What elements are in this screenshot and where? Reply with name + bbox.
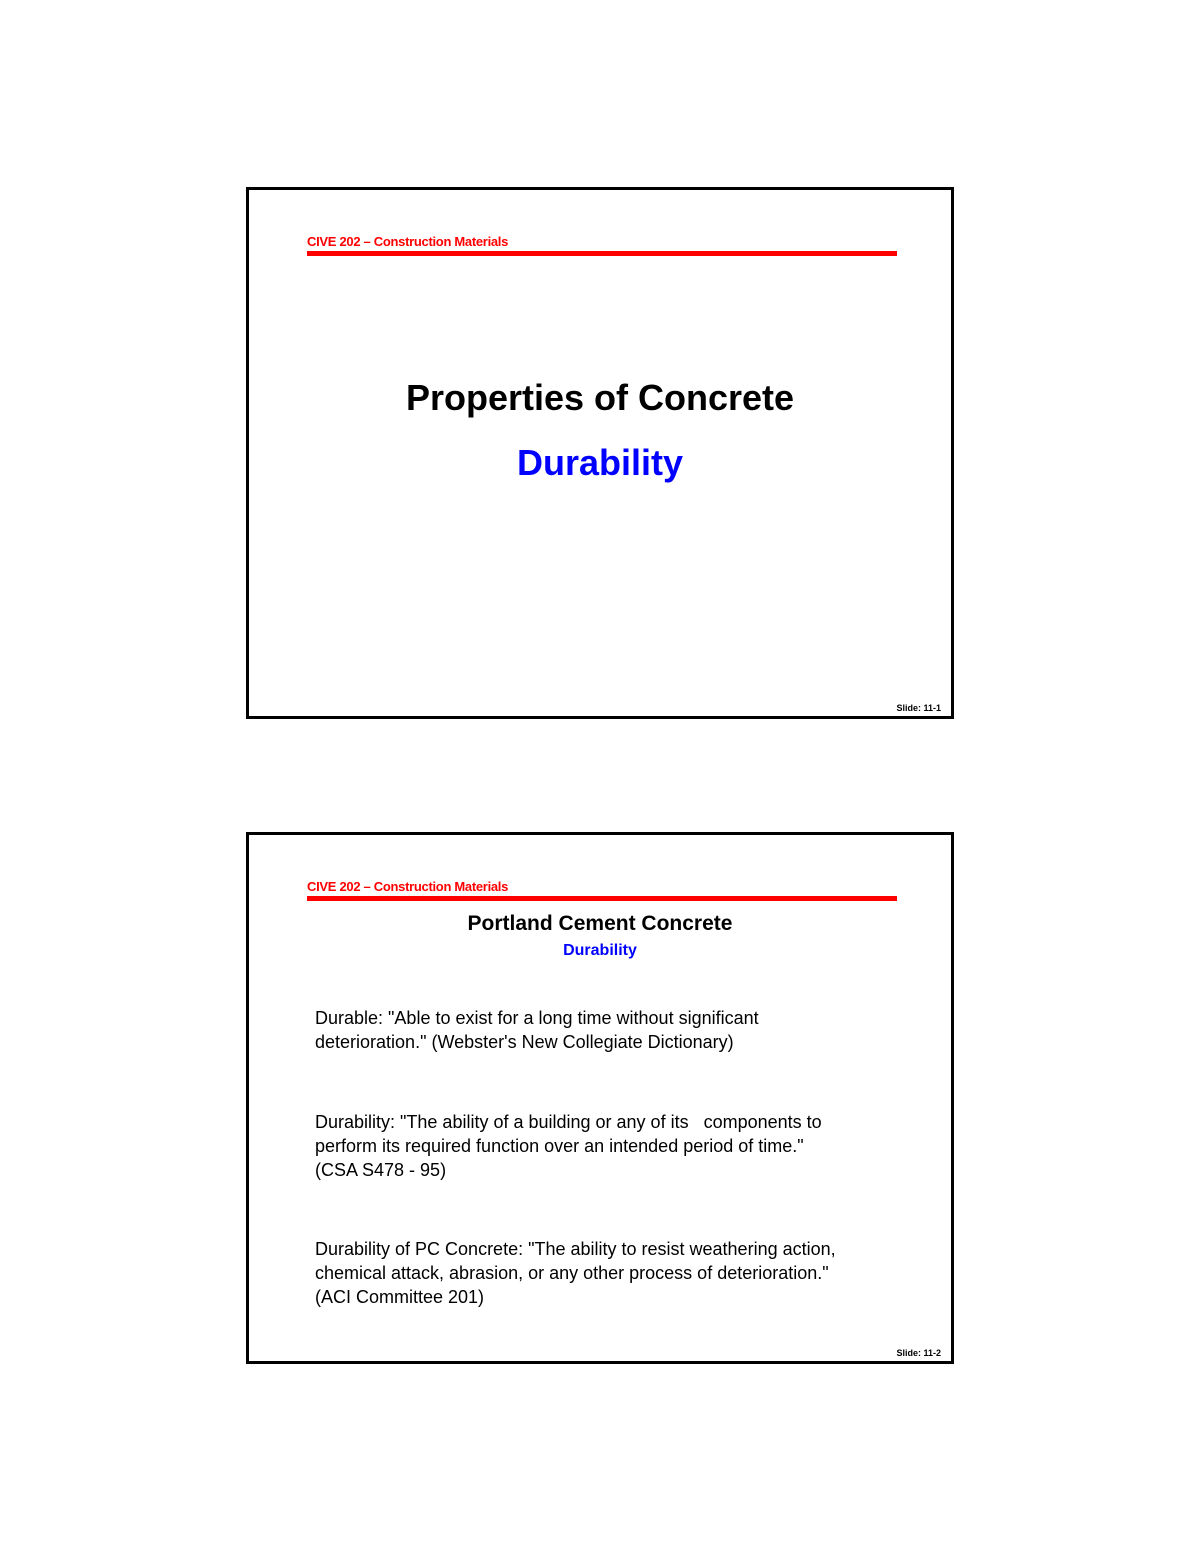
course-header: CIVE 202 – Construction Materials xyxy=(307,234,509,249)
definition-line: chemical attack, abrasion, or any other process of deterioration." xyxy=(315,1263,829,1283)
definition-line: Durability of PC Concrete: "The ability to resist weathering action, xyxy=(315,1239,836,1259)
slide-1 xyxy=(246,187,954,719)
definition-durability xyxy=(315,1110,915,1182)
definition-line: deterioration." (Webster's New Collegiate Dictionary) xyxy=(315,1032,734,1052)
slide-subtitle: Durability xyxy=(516,442,684,483)
slide-number: Slide: 11-1 xyxy=(896,703,941,713)
slide-title: Portland Cement Concrete xyxy=(467,912,733,935)
slide-number: Slide: 11-2 xyxy=(896,1348,941,1358)
course-header: CIVE 202 – Construction Materials xyxy=(307,879,509,894)
definition-line: (CSA S478 - 95) xyxy=(315,1160,447,1180)
definition-line: (ACI Committee 201) xyxy=(315,1287,485,1307)
definition-line: perform its required function over an intended period of time." xyxy=(315,1136,804,1156)
definition-line: Durability: "The ability of a building or any of its components to xyxy=(315,1112,822,1132)
header-rule xyxy=(307,251,897,256)
definition-line: Durable: "Able to exist for a long time without significant xyxy=(315,1008,759,1028)
definition-durable xyxy=(315,1006,915,1054)
definition-pc-concrete xyxy=(315,1237,915,1309)
slide-2 xyxy=(246,832,954,1364)
slide-title: Properties of Concrete xyxy=(405,377,795,418)
slide-subtitle: Durability xyxy=(563,942,637,959)
header-rule xyxy=(307,896,897,901)
